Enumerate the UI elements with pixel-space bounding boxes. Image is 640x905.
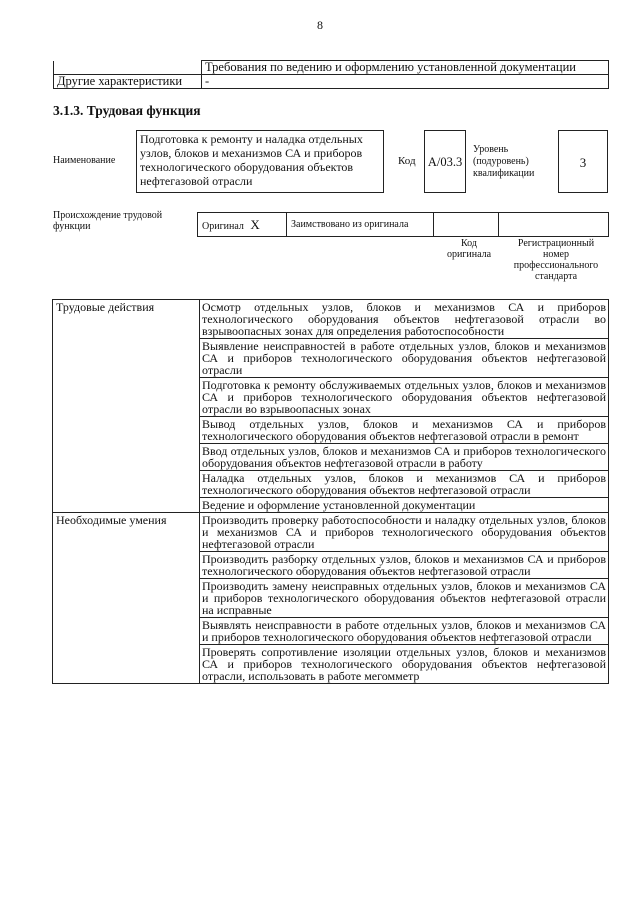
action-item: Ввод отдельных узлов, блоков и механизмов СА и приборов технологического оборудования объектов нефтегазовой отрасли в работу xyxy=(200,444,609,471)
skills-label: Необходимые умения xyxy=(53,513,200,684)
table-row xyxy=(198,213,609,237)
borrowed-cell: Заимствовано из оригинала xyxy=(287,213,434,237)
skill-item: Производить проверку работоспособности и наладку отдельных узлов, блоков и механизмов СА и приборов технологического оборудования объектов нефтегазовой отрасли xyxy=(200,513,609,552)
level-label: Уровень (подуровень) квалификации xyxy=(473,144,535,179)
table-cell: - xyxy=(202,75,609,89)
table-cell xyxy=(54,61,202,75)
qualification-level: 3 xyxy=(558,130,608,193)
section-title: 3.1.3. Трудовая функция xyxy=(53,103,201,118)
reg-number-cell xyxy=(499,213,609,237)
skill-item: Производить разборку отдельных узлов, блоков и механизмов СА и приборов технологического оборудования объектов нефтегазовой отрасли xyxy=(200,552,609,579)
action-item: Выявление неисправностей в работе отдельных узлов, блоков и механизмов СА и приборов технологического оборудования объектов нефтегазовой отрасли xyxy=(200,339,609,378)
origin-label: Происхождение трудовой функции xyxy=(53,210,163,232)
caption-reg-number: Регистрационный номер профессионального стандарта xyxy=(513,238,599,282)
actions-label: Трудовые действия xyxy=(53,300,200,513)
action-item: Подготовка к ремонту обслуживаемых отдельных узлов, блоков и механизмов СА и приборов технологического оборудования объектов нефтегазовой отрасли во взрывоопасных зонах xyxy=(200,378,609,417)
table-cell: Требования по ведению и оформлению установленной документации xyxy=(202,61,609,75)
table-row xyxy=(54,75,609,89)
main-table xyxy=(52,299,609,684)
action-item: Наладка отдельных узлов, блоков и механизмов СА и приборов технологического оборудования объектов нефтегазовой отрасли xyxy=(200,471,609,498)
table-cell: Другие характеристики xyxy=(54,75,202,89)
function-name: Подготовка к ремонту и наладка отдельных узлов, блоков и механизмов СА и приборов технологического оборудования объектов нефтегазовой отрасли xyxy=(136,130,384,193)
original-mark: X xyxy=(250,216,260,232)
action-item: Осмотр отдельных узлов, блоков и механизмов СА и приборов технологического оборудования объектов нефтегазовой отрасли во взрывоопасных зонах для определения работоспособности xyxy=(200,300,609,339)
original-cell xyxy=(198,213,287,237)
table-row xyxy=(53,300,609,339)
name-label: Наименование xyxy=(53,155,116,166)
skill-item: Проверять сопротивление изоляции отдельных узлов, блоков и механизмов СА и приборов технологического оборудования объектов нефтегазовой отрасли, использовать в работе мегомметр xyxy=(200,645,609,684)
skill-item: Производить замену неисправных отдельных узлов, блоков и механизмов СА и приборов технологического оборудования объектов нефтегазовой отрасли на исправные xyxy=(200,579,609,618)
original-label: Оригинал xyxy=(202,220,244,232)
function-code: А/03.3 xyxy=(424,130,466,193)
code-original-cell xyxy=(434,213,499,237)
top-table xyxy=(53,60,609,89)
action-item: Ведение и оформление установленной документации xyxy=(200,498,609,513)
table-row xyxy=(54,61,609,75)
page-number: 8 xyxy=(317,18,323,32)
action-item: Вывод отдельных узлов, блоков и механизмов СА и приборов технологического оборудования объектов нефтегазовой отрасли в ремонт xyxy=(200,417,609,444)
code-label: Код xyxy=(398,155,416,167)
caption-code: Код оригинала xyxy=(446,238,492,260)
skill-item: Выявлять неисправности в работе отдельных узлов, блоков и механизмов СА и приборов технологического оборудования объектов нефтегазовой отрасли xyxy=(200,618,609,645)
table-row xyxy=(53,513,609,552)
origin-table xyxy=(197,212,609,237)
